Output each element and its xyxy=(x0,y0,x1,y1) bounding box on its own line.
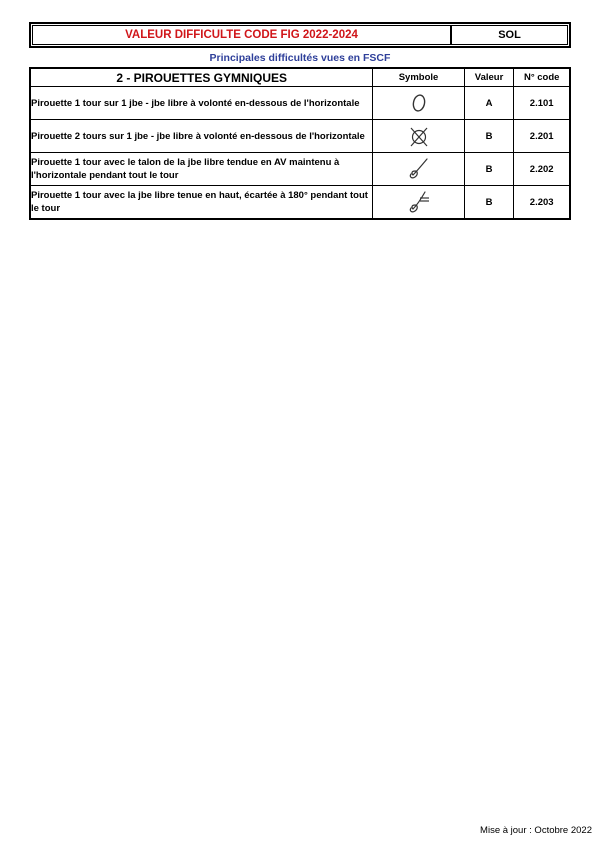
update-date: Mise à jour : Octobre 2022 xyxy=(480,825,592,836)
row-value: A xyxy=(464,87,514,120)
table-row xyxy=(30,186,570,220)
row-symbol xyxy=(373,120,464,153)
row-description: Pirouette 2 tours sur 1 jbe - jbe libre à volonté en-dessous de l'horizontale xyxy=(30,120,373,153)
row-description: Pirouette 1 tour sur 1 jbe - jbe libre à volonté en-dessous de l'horizontale xyxy=(30,87,373,120)
row-code: 2.201 xyxy=(514,120,570,153)
table-row xyxy=(30,153,570,186)
table-row xyxy=(30,120,570,153)
row-symbol xyxy=(373,87,464,120)
header-box xyxy=(29,22,571,48)
section-title: 2 - PIROUETTES GYMNIQUES xyxy=(30,68,373,87)
difficulty-table xyxy=(29,67,571,220)
row-value: B xyxy=(464,186,514,220)
pirouette-leg-forward-icon xyxy=(406,157,432,181)
table-header-row xyxy=(30,68,570,87)
row-code: 2.203 xyxy=(514,186,570,220)
table-row xyxy=(30,87,570,120)
row-description: Pirouette 1 tour avec la jbe libre tenue en haut, écartée à 180° pendant tout le tour xyxy=(30,186,373,220)
column-header-code: N° code xyxy=(514,68,570,87)
pirouette-split-icon xyxy=(406,190,432,214)
pirouette-2-turns-icon xyxy=(407,123,431,149)
row-code: 2.101 xyxy=(514,87,570,120)
apparatus-label: SOL xyxy=(498,29,521,41)
row-value: B xyxy=(464,153,514,186)
column-header-symbol: Symbole xyxy=(373,68,464,87)
pirouette-1-turn-icon xyxy=(407,92,431,114)
row-symbol xyxy=(373,153,464,186)
row-value: B xyxy=(464,120,514,153)
subtitle: Principales difficultés vues en FSCF xyxy=(209,52,391,64)
column-header-value: Valeur xyxy=(464,68,514,87)
row-code: 2.202 xyxy=(514,153,570,186)
row-description: Pirouette 1 tour avec le talon de la jbe libre tendue en AV maintenu à l'horizontale pendant tout le tour xyxy=(30,153,373,186)
document-title: VALEUR DIFFICULTE CODE FIG 2022-2024 xyxy=(33,26,452,44)
row-symbol xyxy=(373,186,464,220)
